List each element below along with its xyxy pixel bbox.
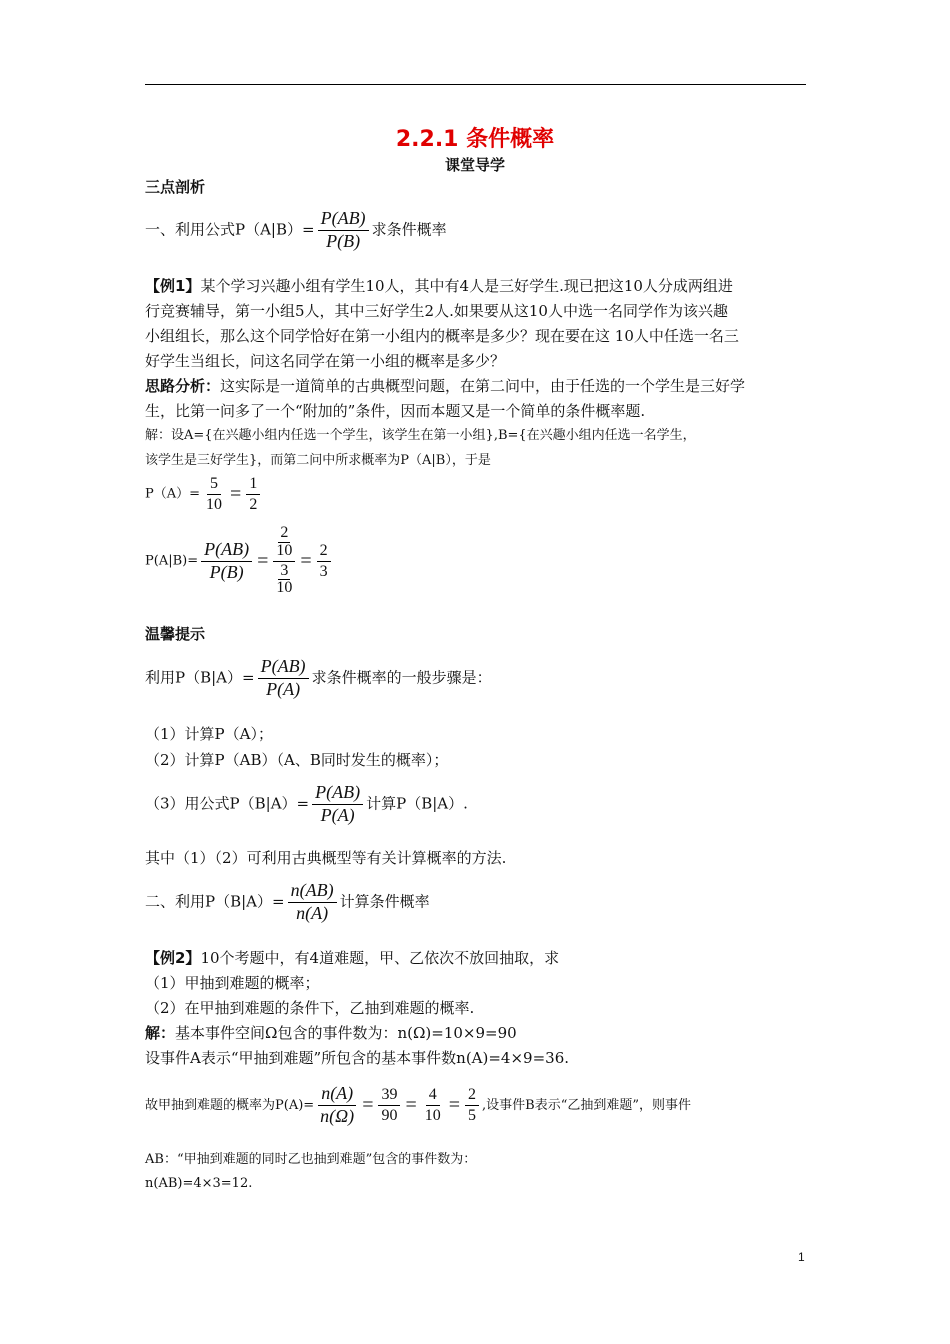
- analysis-line-2: 生，比第一问多了一个“附加的”条件，因而本题又是一个简单的条件概率题.: [145, 402, 646, 420]
- fraction: $\frac{39}{90}$: [378, 1085, 400, 1125]
- fraction: $\frac{2}{3}$: [317, 541, 331, 581]
- part1-formula-line: 一、利用公式P（A|B）= $\frac{P(AB)}{P(B)}$ 求条件概率: [145, 208, 447, 251]
- header-rule: [145, 84, 806, 85]
- fraction: $\frac{5}{10}$: [206, 475, 223, 513]
- tip-step-2: （2）计算P（AB）（A、B同时发生的概率）；: [145, 751, 449, 769]
- example2-sol2: 设事件A表示“甲抽到难题”所包含的基本事件数n(A)=4×9=36.: [145, 1049, 570, 1067]
- page-subtitle: 课堂导学: [444, 156, 505, 174]
- page-title: 2.2.1 条件概率: [395, 127, 555, 152]
- formula-fraction: $\frac{P(AB)}{P(A)}$: [258, 656, 309, 701]
- example2-sol1: 解：基本事件空间Ω包含的事件数为：n(Ω)=10×9=90: [145, 1024, 517, 1042]
- tip-heading: 温馨提示: [145, 625, 206, 643]
- solution-line-2: 该学生是三好学生}，而第二问中所求概率为P（A|B），于是: [145, 453, 491, 468]
- example1-line-1: 【例1】某个学习兴趣小组有学生10人，其中有4人是三好学生.现已把这10人分成两组进: [145, 277, 733, 295]
- part2-formula-line: 二、利用P（B|A）= $\frac{n(AB)}{n(A)}$ 计算条件概率: [145, 880, 430, 923]
- fraction: $\frac{4}{10}$: [424, 1086, 441, 1124]
- formula-fraction: $\frac{P(AB)}{P(B)}$: [318, 208, 369, 253]
- example2-q1: （1）甲抽到难题的概率；: [145, 974, 320, 992]
- formula-fraction: $\frac{n(AB)}{n(A)}$: [288, 880, 337, 925]
- example1-line-2: 行竞赛辅导，第一小组5人，其中三好学生2人.如果要从这10人中选一名同学作为该兴趣: [145, 302, 728, 320]
- tip-step-1: （1）计算P（A）；: [145, 725, 273, 743]
- compound-fraction: 2 10 3 10: [273, 524, 295, 598]
- section-heading: 三点剖析: [145, 178, 206, 196]
- fraction: $\frac{n(A)}{n(\Omega)}$: [320, 1083, 355, 1126]
- example1-line-4: 好学生当组长，问这名同学在第一小组的概率是多少？: [145, 352, 506, 370]
- tip-note: 其中（1）（2）可利用古典概型等有关计算概率的方法.: [145, 849, 507, 867]
- tip-step-3: （3）用公式P（B|A）= $\frac{P(AB)}{P(A)}$ 计算P（B|A）.: [145, 782, 468, 825]
- example2-text: 【例2】10个考题中，有4道难题，甲、乙依次不放回抽取，求: [145, 949, 560, 967]
- fraction: $\frac{2}{5}$: [465, 1085, 479, 1125]
- page-number: 1: [798, 1250, 805, 1264]
- tip-intro: 利用P（B|A）= $\frac{P(AB)}{P(A)}$ 求条件概率的一般步骤是：: [145, 656, 492, 699]
- example2-sol5: n(AB)=4×3=12.: [145, 1176, 253, 1191]
- example2-sol3: 故甲抽到难题的概率为P(A)= $\frac{n(A)}{n(\Omega)}$ = $\frac{39}{90}$ = $\frac{4}{10}$ = $\frac{2}{5}$ ,设事件B表示“乙抽到难题”，则事件: [145, 1083, 692, 1126]
- analysis-line-1: 思路分析：这实际是一道简单的古典概型问题，在第二问中，由于任选的一个学生是三好学: [145, 377, 746, 395]
- example2-q2: （2）在甲抽到难题的条件下，乙抽到难题的概率.: [145, 999, 475, 1017]
- formula-fraction: $\frac{P(AB)}{P(A)}$: [312, 782, 363, 827]
- pab-equation: P(A|B)= $\frac{P(AB)}{P(B)}$ = 2 10 3 10 = $\frac{2}{3}$: [145, 524, 334, 598]
- fraction: $\frac{P(AB)}{P(B)}$: [201, 539, 252, 584]
- example1-line-3: 小组组长，那么这个同学恰好在第一小组内的概率是多少？现在要在这 10人中任选一名三: [145, 327, 739, 345]
- pa-equation: P（A）= $\frac{5}{10}$ = $\frac{1}{2}$: [145, 474, 263, 514]
- solution-line-1: 解：设A={在兴趣小组内任选一个学生，该学生在第一小组},B={在兴趣小组内任选一名学生，: [145, 428, 696, 443]
- example2-sol4: AB：“甲抽到难题的同时乙也抽到难题”包含的事件数为：: [145, 1152, 477, 1167]
- fraction: $\frac{1}{2}$: [246, 474, 260, 514]
